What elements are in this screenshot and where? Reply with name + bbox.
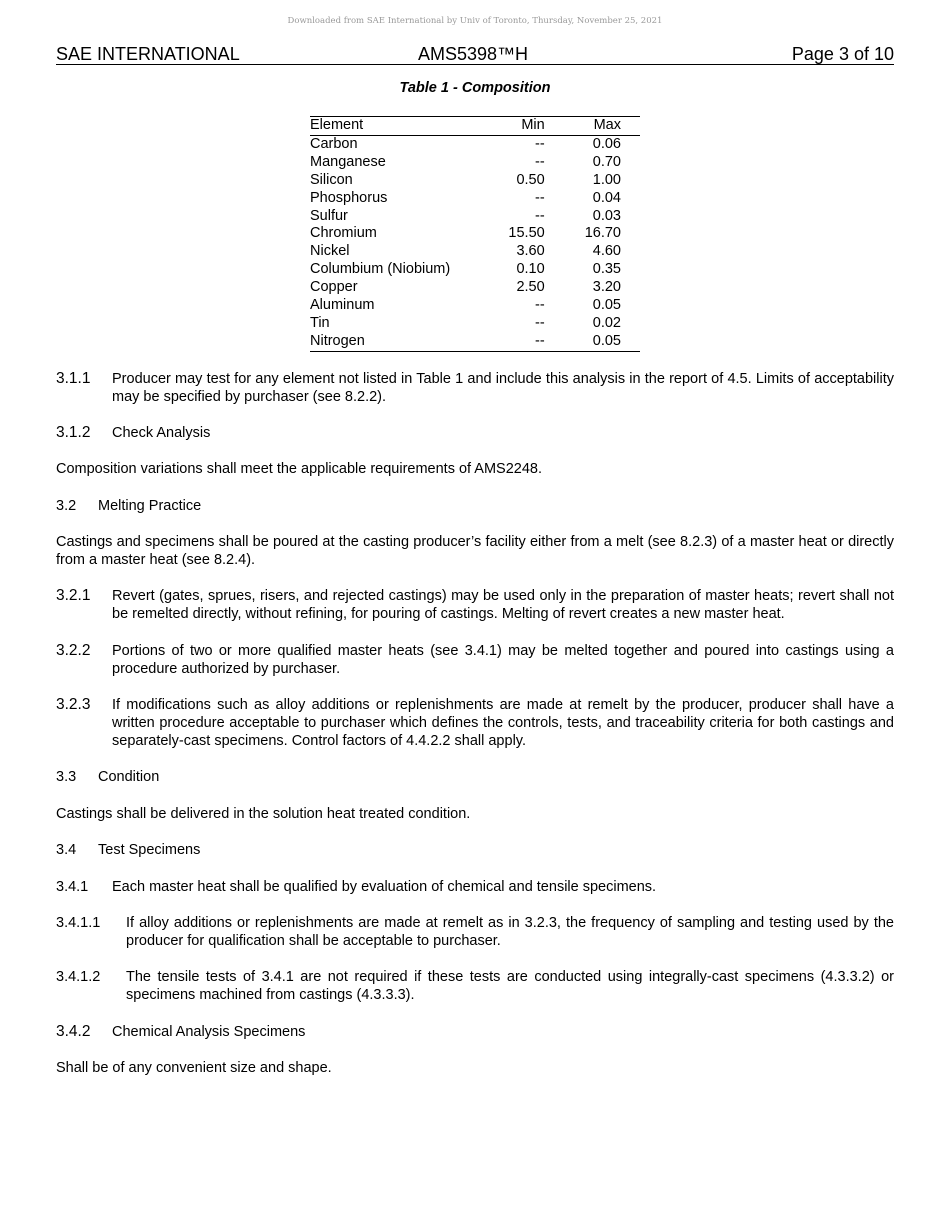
header-doc-number: AMS5398™H	[418, 44, 529, 64]
table-row	[310, 333, 640, 351]
cell-max: 0.06	[592, 135, 621, 152]
section-number: 3.2.1	[56, 587, 91, 604]
cell-max: 0.03	[592, 207, 621, 224]
cell-min: --	[535, 207, 545, 224]
cell-min: --	[535, 153, 545, 170]
section-number: 3.4.1	[56, 879, 89, 895]
section-number: 3.4.1.2	[56, 969, 101, 985]
section-3-2-2	[56, 642, 894, 678]
cell-element: Sulfur	[310, 207, 348, 224]
cell-min: --	[535, 189, 545, 206]
section-heading: Test Specimens	[98, 842, 201, 858]
col-min: Min	[497, 117, 545, 136]
table-row	[310, 243, 640, 261]
table-row	[310, 279, 640, 297]
cell-element: Aluminum	[310, 297, 375, 314]
cell-element: Copper	[310, 279, 358, 296]
cell-element: Tin	[310, 314, 330, 331]
cell-max: 1.00	[592, 171, 621, 188]
cell-element: Nitrogen	[310, 333, 497, 351]
section-number: 3.1.1	[56, 370, 91, 387]
section-text: If alloy additions or replenishments are made at remelt as in 3.2.3, the frequency of sampling and testing used by the producer for qualification shall be acceptable to purchaser.	[126, 915, 894, 949]
cell-element: Silicon	[310, 171, 353, 188]
section-text: Revert (gates, sprues, risers, and rejected castings) may be used only in the preparation of master heats; revert shall not be remelted directly, without refining, for pouring of castings. Melting of revert creates a new master heat.	[112, 588, 894, 622]
table-header-row	[310, 117, 640, 136]
section-3-4-1-1	[56, 914, 894, 950]
cell-element: Phosphorus	[310, 189, 388, 206]
cell-max: 4.60	[592, 243, 621, 260]
section-heading: Check Analysis	[112, 425, 211, 441]
section-number: 3.2	[56, 498, 77, 514]
header-org: SAE INTERNATIONAL	[56, 44, 240, 64]
section-3-2-1	[56, 587, 894, 623]
cell-min: --	[535, 314, 545, 331]
col-max: Max	[545, 117, 640, 136]
cell-min: 15.50	[508, 225, 545, 242]
cell-max: 0.70	[592, 153, 621, 170]
section-heading: Chemical Analysis Specimens	[112, 1024, 306, 1040]
table-row	[310, 315, 640, 333]
section-text: Each master heat shall be qualified by evaluation of chemical and tensile specimens.	[112, 879, 657, 895]
section-3-1-1	[56, 370, 894, 406]
cell-min: 0.10	[516, 261, 545, 278]
cell-min: --	[497, 333, 545, 351]
header-page-number: Page 3 of 10	[791, 44, 894, 64]
paragraph-3-3: Castings shall be delivered in the solution heat treated condition.	[56, 806, 471, 822]
cell-element: Carbon	[310, 135, 358, 152]
section-number: 3.2.3	[56, 696, 91, 713]
cell-max: 0.05	[592, 297, 621, 314]
section-text: If modifications such as alloy additions or replenishments are made at remelt by the producer, producer shall have a written procedure acceptable to purchaser which defines the controls, tests, and traceability criteria for both castings and separately-cast specimens. Control factors of 4.4.2.2 shall apply.	[112, 697, 894, 749]
cell-min: 2.50	[516, 279, 545, 296]
table-row	[310, 225, 640, 243]
section-3-4-1-2	[56, 968, 894, 1004]
cell-min: 0.50	[516, 171, 545, 188]
section-number: 3.4.1.1	[56, 915, 101, 931]
section-number: 3.2.2	[56, 642, 91, 659]
cell-element: Chromium	[310, 225, 377, 242]
paragraph-3-2: Castings and specimens shall be poured at the casting producer’s facility either from a melt (see 8.2.3) of a master heat or directly from a master heat (see 8.2.4).	[56, 534, 894, 568]
table-title: Table 1 - Composition	[399, 80, 551, 96]
cell-max: 3.20	[592, 279, 621, 296]
section-number: 3.4.2	[56, 1023, 91, 1040]
table-row	[310, 172, 640, 190]
table-row	[310, 154, 640, 172]
cell-element: Nickel	[310, 243, 350, 260]
cell-max: 0.35	[592, 261, 621, 278]
section-text: Producer may test for any element not listed in Table 1 and include this analysis in the report of 4.5. Limits of acceptability may be specified by purchaser (see 8.2.2).	[112, 371, 894, 405]
table-row	[310, 190, 640, 208]
section-heading: Melting Practice	[98, 498, 202, 514]
cell-element: Columbium (Niobium)	[310, 261, 451, 278]
section-number: 3.1.2	[56, 424, 91, 441]
cell-min: --	[535, 135, 545, 152]
cell-element: Manganese	[310, 153, 386, 170]
col-element: Element	[310, 117, 497, 136]
section-text: The tensile tests of 3.4.1 are not required if these tests are conducted using integrally-cast specimens (4.3.3.2) or specimens machined from castings (4.3.3.3).	[126, 969, 894, 1003]
cell-max: 0.02	[592, 314, 621, 331]
cell-max: 0.05	[545, 333, 640, 351]
table-row	[310, 135, 640, 153]
table-row	[310, 297, 640, 315]
cell-min: 3.60	[516, 243, 545, 260]
cell-max: 0.04	[592, 189, 621, 206]
cell-min: --	[535, 297, 545, 314]
section-number: 3.4	[56, 842, 77, 858]
paragraph-3-1-2: Composition variations shall meet the applicable requirements of AMS2248.	[56, 461, 543, 477]
composition-table	[310, 116, 640, 352]
section-number: 3.3	[56, 769, 77, 785]
cell-max: 16.70	[584, 225, 621, 242]
section-text: Portions of two or more qualified master heats (see 3.4.1) may be melted together and poured into castings using a procedure authorized by purchaser.	[112, 643, 894, 677]
page-header	[56, 44, 894, 65]
download-watermark: Downloaded from SAE International by Univ of Toronto, Thursday, November 25, 2021	[287, 16, 663, 26]
paragraph-3-4-2: Shall be of any convenient size and shape.	[56, 1060, 332, 1076]
section-3-2-3	[56, 696, 894, 750]
table-row	[310, 208, 640, 226]
table-row	[310, 261, 640, 279]
section-heading: Condition	[98, 769, 160, 785]
